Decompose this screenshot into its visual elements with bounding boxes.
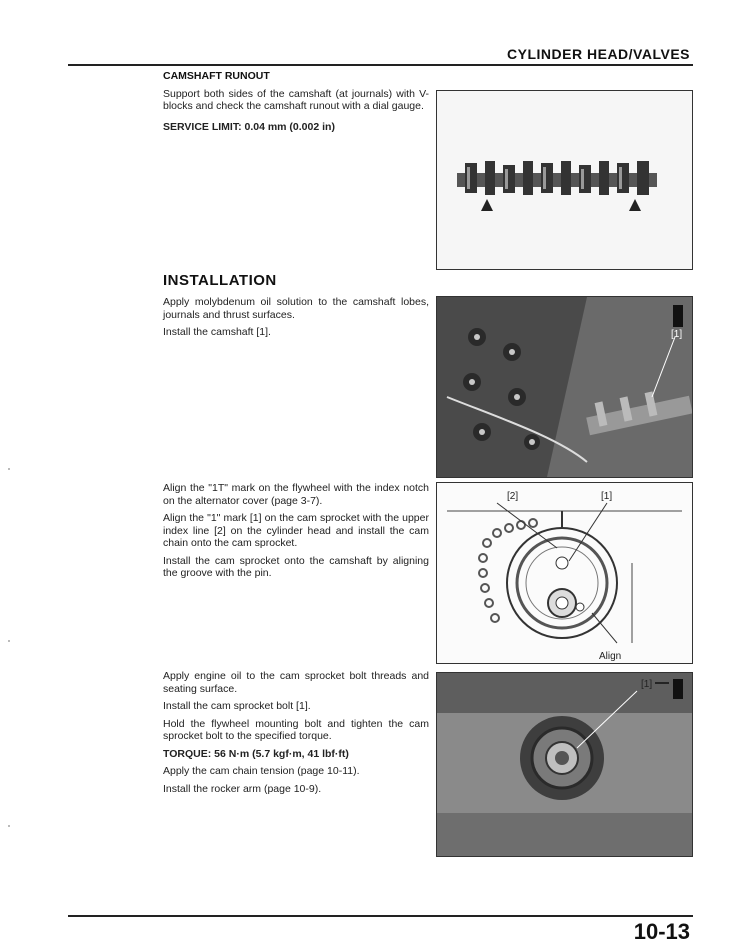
camshaft-runout-heading: CAMSHAFT RUNOUT <box>163 70 270 82</box>
cam-sprocket-alignment-figure <box>436 482 693 664</box>
tighten-bolt-text: Hold the flywheel mounting bolt and tighten the cam sprocket bolt to the specified torque. <box>163 717 429 742</box>
installation-step-2 <box>163 482 429 585</box>
torque-spec: TORQUE: 56 N·m (5.7 kgf·m, 41 lbf·ft) <box>163 747 349 760</box>
install-rocker-arm-text: Install the rocker arm (page 10-9). <box>163 782 322 795</box>
apply-tension-text: Apply the cam chain tension (page 10-11). <box>163 765 360 777</box>
install-sprocket-text: Install the cam sprocket onto the camshaft by aligning the groove with the pin. <box>163 554 429 579</box>
align-1t-text: Align the "1T" mark on the flywheel with the index notch on the alternator cover (page 3-7). <box>163 482 429 507</box>
header-rule <box>68 64 693 66</box>
scan-speck <box>8 825 10 827</box>
index-line-label: [2] <box>507 491 519 502</box>
camshaft-illustration <box>437 91 692 269</box>
apply-molybdenum-text: Apply molybdenum oil solution to the camshaft lobes, journals and thrust surfaces. <box>163 296 429 321</box>
installation-step-3 <box>163 670 429 800</box>
camshaft-runout-figure <box>436 90 693 270</box>
camshaft-callout-label: [1] <box>671 329 683 340</box>
sprocket-bolt-label: [1] <box>641 679 653 690</box>
apply-engine-oil-text: Apply engine oil to the cam sprocket bolt threads and seating surface. <box>163 670 429 695</box>
installation-step-1 <box>163 296 429 344</box>
page-header-title: CYLINDER HEAD/VALVES <box>507 46 690 62</box>
cam-sprocket-bolt-photo <box>436 672 693 857</box>
install-bolt-text: Install the cam sprocket bolt [1]. <box>163 700 311 712</box>
installation-heading: INSTALLATION <box>163 272 277 289</box>
camshaft-runout-text: Support both sides of the camshaft (at journals) with V-blocks and check the camshaft runout with a dial gauge. <box>163 87 429 112</box>
install-camshaft-text: Install the camshaft [1]. <box>163 326 271 338</box>
scan-speck <box>8 468 10 470</box>
sprocket-mark-label: [1] <box>601 491 613 502</box>
camshaft-runout-section <box>163 70 429 138</box>
page-number: 10-13 <box>633 919 690 944</box>
camshaft-installed-photo <box>436 296 693 478</box>
service-limit: SERVICE LIMIT: 0.04 mm (0.002 in) <box>163 120 335 133</box>
footer-rule <box>68 915 693 917</box>
align-1-mark-text: Align the "1" mark [1] on the cam sprocket with the upper index line [2] on the cylinder head and install the cam chain onto the cam sprocket. <box>163 512 429 549</box>
scan-speck <box>8 640 10 642</box>
align-label: Align <box>599 651 622 662</box>
